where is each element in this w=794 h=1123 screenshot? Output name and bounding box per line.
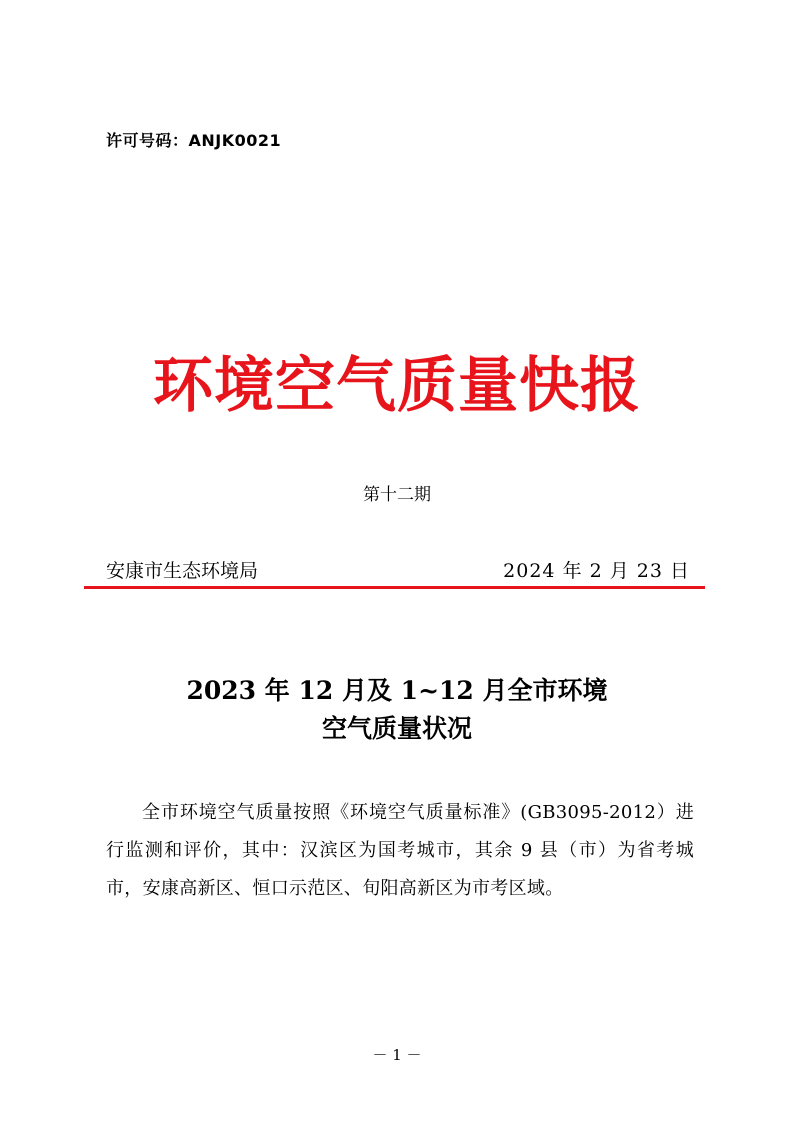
article-title-line2: 空气质量状况: [321, 714, 472, 743]
issuer-name: 安康市生态环境局: [106, 560, 259, 582]
article-title-line1: 2023 年 12 月及 1~12 月全市环境: [186, 676, 608, 705]
page-number: － 1 －: [372, 1046, 422, 1064]
issuer-date-row: [106, 556, 690, 582]
issue-date: 2024 年 2 月 23 日: [503, 560, 690, 582]
masthead-title: 环境空气质量快报: [153, 351, 641, 421]
body-paragraph: 全市环境空气质量按照《环境空气质量标准》(GB3095-2012）进行监测和评价，其中：汉滨区为国考城市，其余 9 县（市）为省考城市，安康高新区、恒口示范区、旬阳高新区为市考区域。: [106, 802, 694, 899]
license-number: 许可号码：ANJK0021: [106, 131, 282, 150]
article-title: [0, 672, 794, 748]
red-divider: [84, 586, 705, 589]
issue-number: 第十二期: [363, 485, 431, 505]
